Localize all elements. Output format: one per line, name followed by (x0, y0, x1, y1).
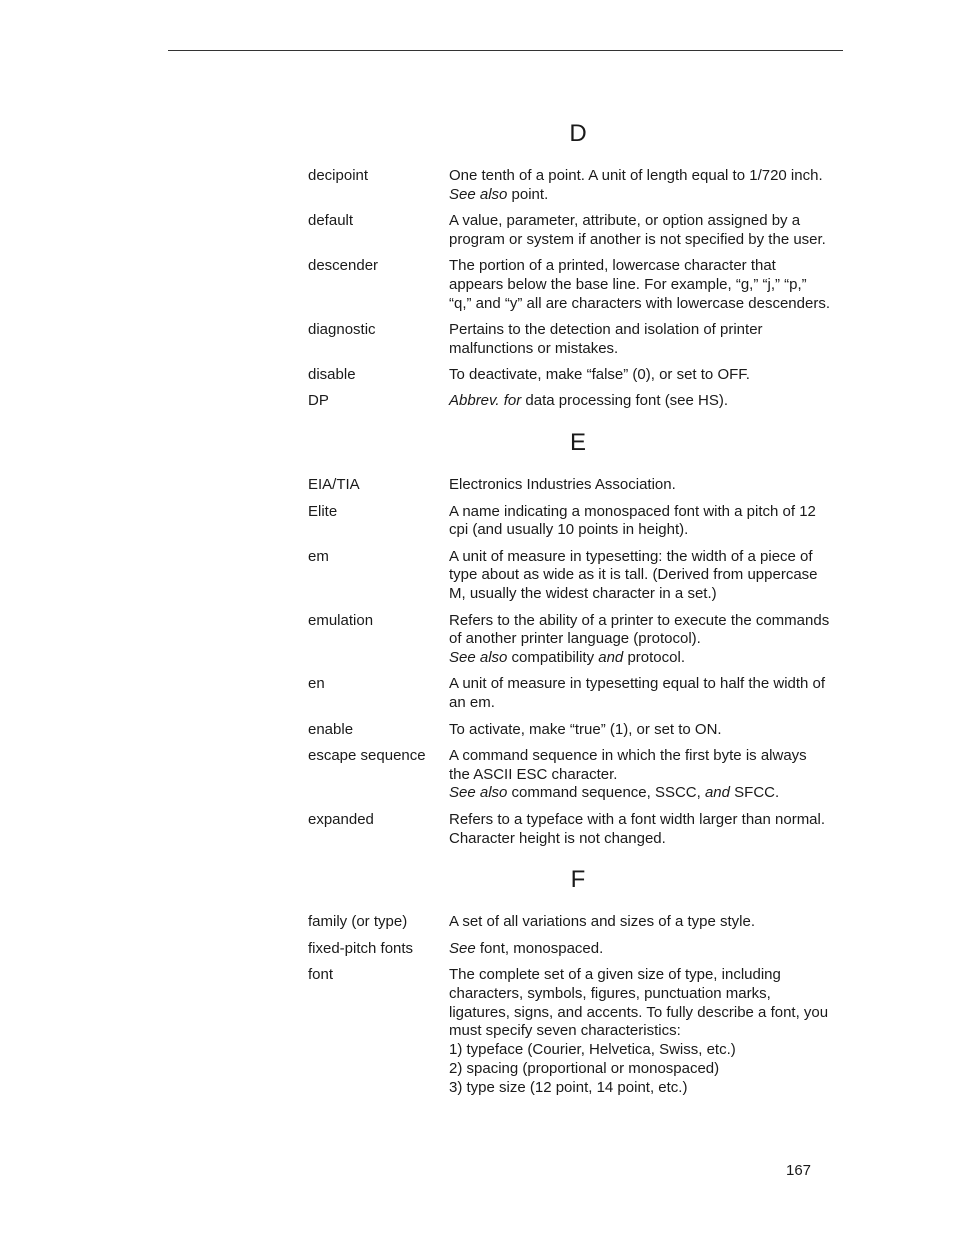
definition-text: an em. (449, 694, 495, 712)
definition-line (449, 212, 848, 231)
glossary-entry (308, 548, 848, 604)
definition-text: command sequence, SSCC, (507, 784, 705, 802)
glossary-definition (449, 167, 848, 205)
definition-line (449, 566, 848, 585)
glossary-entry (308, 503, 848, 541)
glossary-entry (308, 612, 848, 668)
glossary-definition (449, 392, 848, 411)
definition-line (449, 548, 848, 567)
definition-line (449, 276, 848, 295)
glossary-entry (308, 675, 848, 713)
definition-line (449, 186, 848, 205)
glossary-term: em (308, 547, 329, 565)
glossary-definition (449, 366, 848, 385)
definition-text: data processing font (see HS). (521, 392, 729, 410)
definition-line (449, 966, 848, 985)
glossary-entry (308, 747, 848, 803)
definition-line (449, 1004, 848, 1023)
definition-text: A unit of measure in typesetting equal to half the width of (449, 675, 826, 693)
glossary-entry (308, 811, 848, 849)
definition-text: A command sequence in which the first byte is always (449, 746, 807, 764)
definition-text: must specify seven characteristics: (449, 1022, 681, 1040)
page-number: 167 (786, 1162, 812, 1179)
glossary-entry (308, 392, 848, 411)
glossary-term: family (or type) (308, 913, 408, 931)
definition-line (449, 1060, 848, 1079)
glossary-entry (308, 476, 848, 495)
glossary-definition (449, 966, 848, 1098)
glossary-term: escape sequence (308, 746, 426, 764)
definition-line (449, 392, 848, 411)
definition-text: To deactivate, make “false” (0), or set to OFF. (449, 366, 750, 384)
glossary-term: diagnostic (308, 321, 376, 339)
glossary-definition (449, 548, 848, 604)
definition-text: compatibility (507, 649, 599, 667)
glossary-section (308, 120, 848, 411)
glossary-term: Elite (308, 502, 338, 520)
glossary-content (308, 120, 848, 1105)
glossary-term: decipoint (308, 167, 369, 184)
definition-line (449, 1041, 848, 1060)
definition-line (449, 340, 848, 359)
definition-line (449, 295, 848, 314)
definition-text: Pertains to the detection and isolation of printer (449, 321, 763, 339)
definition-line (449, 649, 848, 668)
definition-text: A set of all variations and sizes of a type style. (449, 913, 755, 931)
glossary-entry (308, 966, 848, 1098)
glossary-definition (449, 913, 848, 932)
definition-line (449, 830, 848, 849)
section-letter: E (569, 429, 586, 457)
italic-text: See also (449, 649, 508, 667)
definition-line (449, 630, 848, 649)
definition-line (449, 1022, 848, 1041)
definition-text: font, monospaced. (475, 939, 604, 957)
definition-text: 3) type size (12 point, 14 point, etc.) (449, 1078, 688, 1096)
definition-text: protocol. (623, 649, 685, 667)
definition-text: cpi (and usually 10 points in height). (449, 521, 689, 539)
definition-line (449, 167, 848, 186)
glossary-definition (449, 721, 848, 740)
definition-line (449, 1079, 848, 1098)
glossary-entry (308, 913, 848, 932)
glossary-definition (449, 747, 848, 803)
glossary-definition (449, 321, 848, 359)
definition-line (449, 766, 848, 785)
definition-text: point. (507, 185, 549, 203)
definition-line (449, 321, 848, 340)
glossary-term: enable (308, 720, 354, 738)
glossary-term: emulation (308, 611, 374, 629)
glossary-section (308, 866, 848, 1097)
italic-text: See (449, 939, 476, 957)
definition-line (449, 476, 848, 495)
definition-line (449, 585, 848, 604)
definition-line (449, 811, 848, 830)
glossary-term: EIA/TIA (308, 476, 360, 494)
definition-line (449, 985, 848, 1004)
section-letter: D (569, 120, 587, 147)
definition-text: 1) typeface (Courier, Helvetica, Swiss, etc.) (449, 1041, 736, 1059)
glossary-section (308, 429, 848, 848)
italic-text: See also (449, 185, 508, 203)
glossary-term: fixed-pitch fonts (308, 939, 414, 957)
definition-text: characters, symbols, figures, punctuation marks, (449, 984, 771, 1002)
glossary-entry (308, 212, 848, 250)
glossary-definition (449, 476, 848, 495)
definition-text: A name indicating a monospaced font with a pitch of 12 (449, 502, 816, 520)
definition-text: type about as wide as it is tall. (Derived from uppercase (449, 566, 818, 584)
definition-line (449, 257, 848, 276)
glossary-entry (308, 257, 848, 313)
definition-text: “q,” and “y” all are characters with lowercase descenders. (449, 294, 830, 312)
definition-text: M, usually the widest character in a set.) (449, 585, 717, 603)
italic-text: and (598, 649, 624, 667)
header-rule (168, 50, 843, 51)
definition-line (449, 913, 848, 932)
glossary-entry (308, 366, 848, 385)
definition-line (449, 366, 848, 385)
glossary-term: default (308, 212, 354, 230)
definition-text: A unit of measure in typesetting: the width of a piece of (449, 547, 813, 565)
definition-line (449, 612, 848, 631)
glossary-entry (308, 940, 848, 959)
definition-text: The complete set of a given size of type, including (449, 965, 781, 983)
definition-line (449, 503, 848, 522)
definition-text: ligatures, signs, and accents. To fully describe a font, you (449, 1003, 829, 1021)
glossary-term: en (308, 675, 325, 693)
definition-text: appears below the base line. For example, “g,” “j,” “p,” (449, 275, 807, 293)
glossary-term: disable (308, 366, 356, 384)
definition-line (449, 721, 848, 740)
glossary-definition (449, 675, 848, 713)
glossary-definition (449, 940, 848, 959)
definition-line (449, 784, 848, 803)
italic-text: See also (449, 784, 508, 802)
definition-line (449, 747, 848, 766)
glossary-term: descender (308, 257, 379, 275)
definition-text: To activate, make “true” (1), or set to ON. (449, 720, 722, 738)
italic-text: and (704, 784, 730, 802)
definition-line (449, 940, 848, 959)
glossary-definition (449, 257, 848, 313)
glossary-term: DP (308, 392, 329, 410)
definition-text: 2) spacing (proportional or monospaced) (449, 1059, 720, 1077)
glossary-term: expanded (308, 810, 374, 828)
definition-text: program or system if another is not specified by the user. (449, 230, 826, 248)
definition-text: malfunctions or mistakes. (449, 339, 619, 357)
glossary-entry (308, 721, 848, 740)
glossary-entry (308, 321, 848, 359)
glossary-entry (308, 167, 848, 205)
definition-line (449, 521, 848, 540)
definition-text: Refers to the ability of a printer to execute the commands (449, 611, 830, 629)
italic-text: Abbrev. for (449, 392, 522, 410)
definition-text: Character height is not changed. (449, 829, 666, 847)
glossary-definition (449, 212, 848, 250)
definition-text: of another printer language (protocol). (449, 630, 701, 648)
glossary-definition (449, 503, 848, 541)
definition-text: Refers to a typeface with a font width larger than normal. (449, 810, 826, 828)
definition-text: the ASCII ESC character. (449, 765, 618, 783)
section-letter: F (570, 866, 586, 894)
definition-text: Electronics Industries Association. (449, 476, 676, 494)
definition-line (449, 675, 848, 694)
glossary-definition (449, 811, 848, 849)
definition-text: A value, parameter, attribute, or option assigned by a (449, 212, 801, 230)
definition-text: The portion of a printed, lowercase character that (449, 257, 776, 275)
definition-line (449, 694, 848, 713)
glossary-definition (449, 612, 848, 668)
definition-text: One tenth of a point. A unit of length equal to 1/720 inch. (449, 167, 823, 184)
glossary-term: font (308, 965, 334, 983)
definition-text: SFCC. (730, 784, 780, 802)
definition-line (449, 231, 848, 250)
